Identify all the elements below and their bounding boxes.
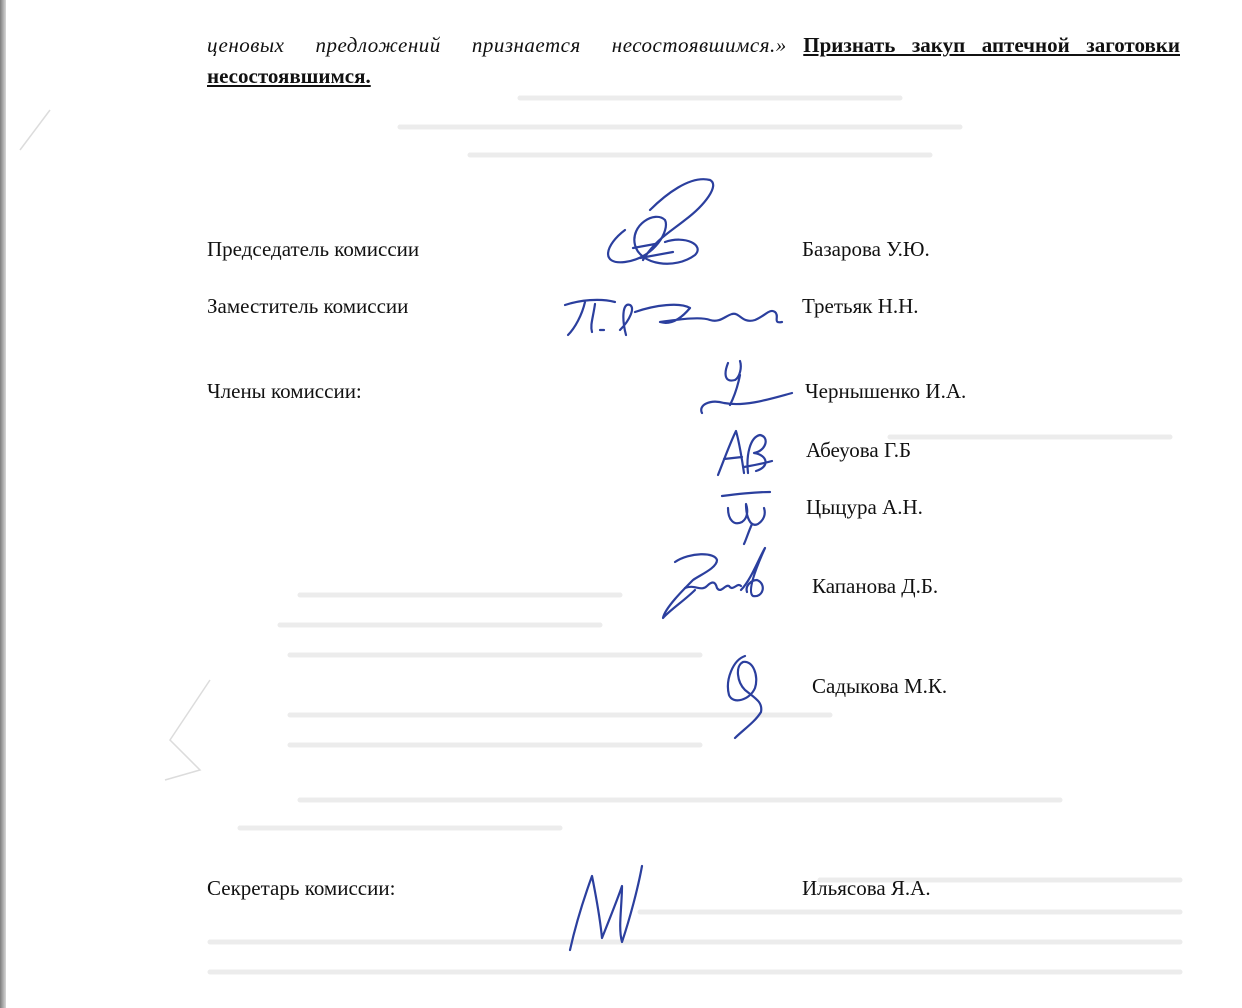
member-name-3: Цыцура А.Н. [806,495,923,519]
deputy-role-label: Заместитель комиссии [207,294,409,318]
members-role-label: Члены комиссии: [207,379,362,403]
member-2-signature [710,425,775,480]
secretary-role-label: Секретарь комиссии: [207,876,396,900]
secretary-name: Ильясова Я.А. [802,876,931,900]
chairman-name: Базарова У.Ю. [802,237,930,261]
decision-text: Признать закуп аптечной заготовки несостоявшимся. [207,33,1180,88]
member-5-signature [715,650,775,740]
member-4-signature [655,540,775,625]
member-name-5: Садыкова М.К. [812,674,948,698]
member-1-signature [690,355,800,420]
deputy-name: Третьяк Н.Н. [802,294,919,318]
decision-paragraph [207,30,1180,92]
member-name-2: Абеуова Г.Б [806,438,912,462]
member-name-1: Чернышенко И.А. [805,379,967,403]
secretary-signature [560,858,650,958]
deputy-signature [560,290,790,350]
member-3-signature [708,478,778,548]
chairman-signature [595,170,725,290]
quoted-clause-text: ценовых предложений признается несостоявшимся.» [207,33,787,57]
member-name-4: Капанова Д.Б. [812,574,939,598]
chairman-role-label: Председатель комиссии [207,237,420,261]
